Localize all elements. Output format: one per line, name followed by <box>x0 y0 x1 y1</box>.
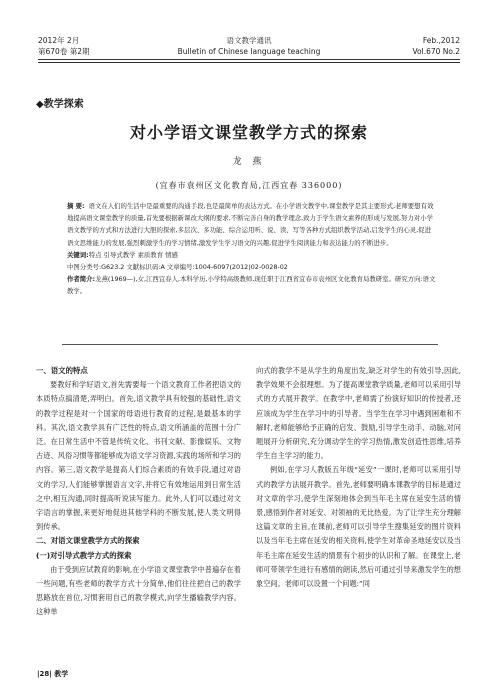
header-issue: 第670卷 第2期 <box>38 47 90 56</box>
header-date-en: Feb.,2012 <box>422 36 460 45</box>
keywords <box>67 249 437 261</box>
body-paragraph: 由于受到应试教育的影响,在小学语文课堂教学中普遍存在着一些问题,有些老师的教学方式十分简单,他们往往把自己的教学思路放在首位,习惯套用自己的教学模式,向学生播输教学内容。这种单 <box>36 564 241 617</box>
body-paragraph: 要教好和学好语文,首先需要每一个语文教育工作者把语文的本质特点搞清楚,弄明白。首先,语文教学具有较强的基础性,语文的教学过程是对一个国家的母语进行教育的过程,是最基本的学科。其次,语文教学具有广泛性的特点,语文所涵盖的范围十分广泛。在日常生活中不管是传统文化、书刊文献、影像娱乐、文物古迹、风俗习惯等都能够成为语文学习资源,实践的场所和学习的内容。第三,语文教学是提高人们综合素质的有效手段,通过对语文的学习,人们能够掌握语言文字,并将它有效地运用到日常生活之中,相互沟通,同时提高听说读写能力。此外,人们可以通过对文字语言的掌握,来更好地促进其他学科的不断发展,使人类文明得到传承。 <box>36 380 241 532</box>
body-paragraph: 向式的教学不是从学生的角度出发,缺乏对学生的有效引导,因此,教学效果不会很理想。为了提高课堂教学质量,老师可以采用引导式的方式展开教学。在教学中,老师需了扮演好知识的传授者,还应该成为学生在学习中的引导者。当学生在学习中遇到困难和不解时,老师能够给予正确的启发、鼓励,引导学生动手、动脑,对问题展开分析研究,充分调动学生的学习热情,激发创造性思维,培养学生自主学习的能力。 <box>256 366 461 461</box>
author-affiliation: (宜春市袁州区文化教育局,江西宜春 336000) <box>155 181 343 190</box>
body-column-right <box>256 364 461 591</box>
abstract-text: 语文在人们的生活中是最重要的沟通手段,也是最简单的表达方式。在小学语文教学中,课堂教学是其主要形式,老师要想有效地提高语文课堂教学的质量,首先要根据新课改大纲的要求,不断完善自身的教学理念,致力于学生语文素养的形成与发展,努力对小学语文教学的方式和方法进行大胆的探索,多层次、多功能、综合运用听、说、读、写等各种方式组织教学活动,启发学生的心灵,促进语文思维能力的发展,强烈刺激学生的学习情绪,激发学生学习语文的兴趣,促进学生阅读能力和表达能力的不断进步。 <box>67 202 434 247</box>
abstract-block <box>67 200 437 298</box>
author-bio-text: 龙燕(1969—),女,江西宜春人,本科学历,小学特高级教师,现任职于江西省宜春市袁州区文化教育局教研室。研究方向:语文教学。 <box>67 275 436 296</box>
abstract-label: 摘 要: <box>67 202 85 210</box>
header-rule-thick <box>38 62 460 63</box>
header-vol: Vol.670 No.2 <box>412 47 460 56</box>
abstract <box>67 200 437 249</box>
keywords-text: 特点 引导式教学 素质教育 情感 <box>88 250 178 259</box>
classification-line: 中图分类号:G623.2 文献标识码:A 文章编号:1004-6097(2012)02-0028-02 <box>67 263 288 272</box>
article-title: 对小学语文课堂教学方式的探索 <box>129 123 368 142</box>
author-bio-label: 作者简介: <box>67 275 96 284</box>
header-rule <box>38 59 460 60</box>
page-footer: |28| 教学 <box>37 670 69 678</box>
body-column-left <box>36 364 241 620</box>
header-journal-cn: 语文教学通讯 <box>226 36 272 45</box>
header-date: 2012年 2月 <box>38 36 80 45</box>
section-heading: 二、对语文课堂教学方式的探索 <box>36 536 140 546</box>
body-paragraph: 例如,在学习人教版五年级“延安”一课时,老师可以采用引导式的教学方法展开教学。首先,老师要明确本课教学的目标是通过对文章的学习,使学生深刻地体会到当年毛主席在延安生活的情景,感悟到作者对延安、对领袖的无比热爱。为了让学生充分理解这篇文章的主旨,在课前,老师可以引导学生搜集延安的图片资料以及当年毛主席在延安的相关资料,使学生对革命圣地延安以及当年毛主席在延安生活的情景有个初步的认识和了解。在课堂上,老师可带领学生进行有感情的朗读,然后可通过引导来激发学生的想象空间。老师可以设置一个问题:“同 <box>256 465 461 589</box>
keywords-label: 关键词: <box>67 250 89 259</box>
section-heading: 一、语文的特点 <box>36 366 88 375</box>
header-journal-en: Bulletin of Chinese language teaching <box>177 47 321 56</box>
author-bio <box>67 273 437 297</box>
section-heading: (一)对引导式教学方式的探索 <box>36 550 132 560</box>
author-name: 龙 燕 <box>232 157 266 167</box>
abstract-separator <box>62 344 438 345</box>
column-label: ◆教学探索 <box>36 99 84 110</box>
